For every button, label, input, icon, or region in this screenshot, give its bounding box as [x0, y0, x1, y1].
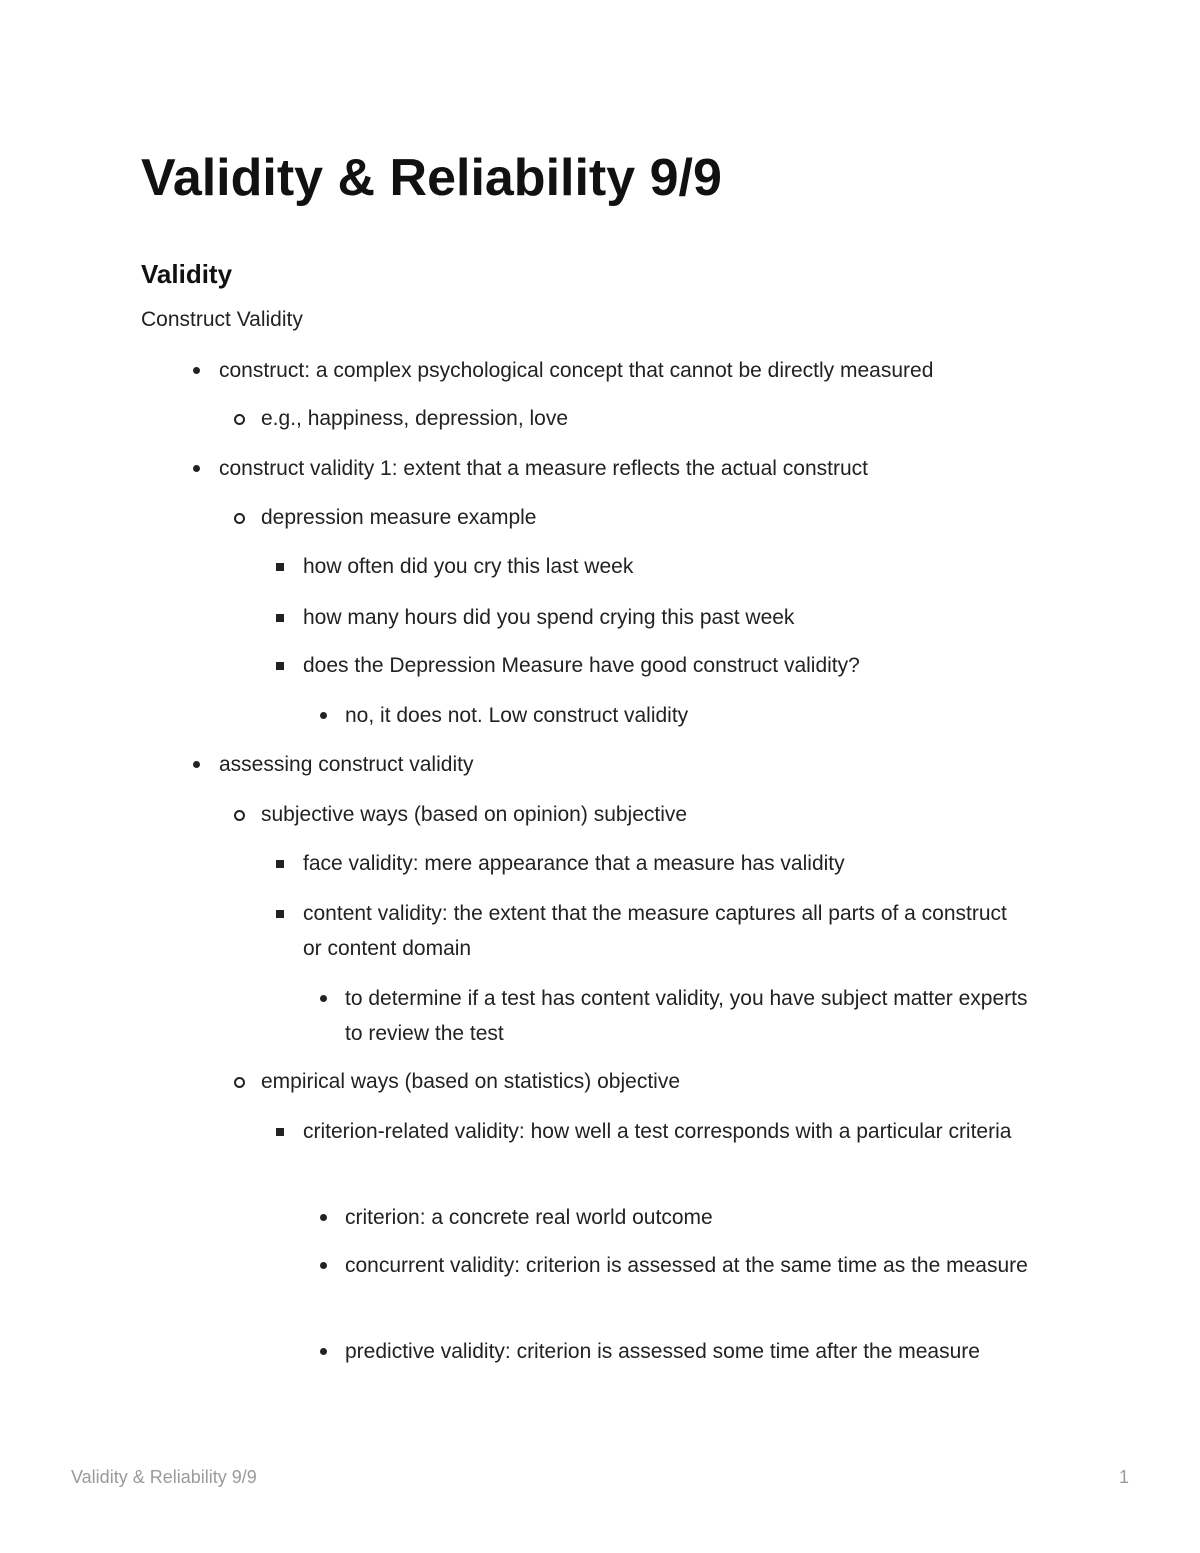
bullet-disc-icon: [320, 712, 327, 719]
bullet-square-icon: [276, 662, 284, 670]
list-item: [219, 747, 1079, 782]
list-item-text: concurrent validity: criterion is assessed at the same time as the measure: [345, 1254, 1028, 1277]
bullet-disc-icon: [320, 995, 327, 1002]
list-item: [303, 1114, 1038, 1149]
list-item-text: assessing construct validity: [219, 753, 474, 776]
bullet-circle-icon: [234, 414, 245, 425]
list-item: [261, 797, 1061, 832]
footer-title: Validity & Reliability 9/9: [71, 1467, 257, 1487]
list-item-text: how many hours did you spend crying this past week: [303, 606, 795, 629]
bullet-square-icon: [276, 1128, 284, 1136]
list-item: [261, 500, 1061, 535]
bullet-disc-icon: [193, 367, 200, 374]
bullet-square-icon: [276, 910, 284, 918]
list-item: [261, 401, 1061, 436]
list-item: [345, 1248, 1045, 1283]
bullet-circle-icon: [234, 513, 245, 524]
bullet-square-icon: [276, 614, 284, 622]
bullet-disc-icon: [320, 1348, 327, 1355]
list-item-text: does the Depression Measure have good construct validity?: [303, 654, 860, 677]
bullet-disc-icon: [320, 1214, 327, 1221]
list-item-text: subjective ways (based on opinion) subjective: [261, 803, 688, 826]
page-title: Validity & Reliability 9/9: [141, 149, 722, 207]
bullet-circle-icon: [234, 1077, 245, 1088]
list-item-text: to determine if a test has content validity, you have subject matter experts to review the test: [345, 987, 1028, 1045]
bullet-square-icon: [276, 563, 284, 571]
list-item-text: construct: a complex psychological concept that cannot be directly measured: [219, 359, 934, 382]
list-item-text: criterion-related validity: how well a test corresponds with a particular criteria: [303, 1120, 1012, 1143]
section-heading: Validity: [141, 259, 233, 289]
list-item: [303, 549, 1063, 584]
list-item: [345, 698, 1065, 733]
list-item-text: face validity: mere appearance that a measure has validity: [303, 852, 845, 875]
list-item: [219, 353, 1079, 388]
list-item-text: no, it does not. Low construct validity: [345, 704, 689, 727]
list-item: [303, 896, 1023, 966]
list-item: [345, 1334, 1085, 1369]
list-item-text: predictive validity: criterion is assessed some time after the measure: [345, 1340, 980, 1363]
list-item-text: criterion: a concrete real world outcome: [345, 1206, 713, 1229]
bullet-disc-icon: [320, 1262, 327, 1269]
list-item-text: content validity: the extent that the measure captures all parts of a construct or content domain: [303, 902, 1007, 960]
list-item-text: depression measure example: [261, 506, 537, 529]
bullet-circle-icon: [234, 810, 245, 821]
bullet-disc-icon: [193, 465, 200, 472]
list-item: [303, 648, 1063, 683]
list-item: [261, 1064, 1061, 1099]
list-item-text: construct validity 1: extent that a measure reflects the actual construct: [219, 457, 868, 480]
list-item-text: how often did you cry this last week: [303, 555, 634, 578]
list-item-text: empirical ways (based on statistics) objective: [261, 1070, 680, 1093]
list-item: [345, 1200, 1065, 1235]
page-number: 1: [1118, 1467, 1129, 1487]
list-item: [345, 981, 1045, 1051]
subheading: Construct Validity: [141, 308, 303, 331]
list-item: [303, 600, 1063, 635]
bullet-disc-icon: [193, 761, 200, 768]
bullet-square-icon: [276, 860, 284, 868]
list-item-text: e.g., happiness, depression, love: [261, 407, 569, 430]
list-item: [303, 846, 1063, 881]
list-item: [219, 451, 1079, 486]
